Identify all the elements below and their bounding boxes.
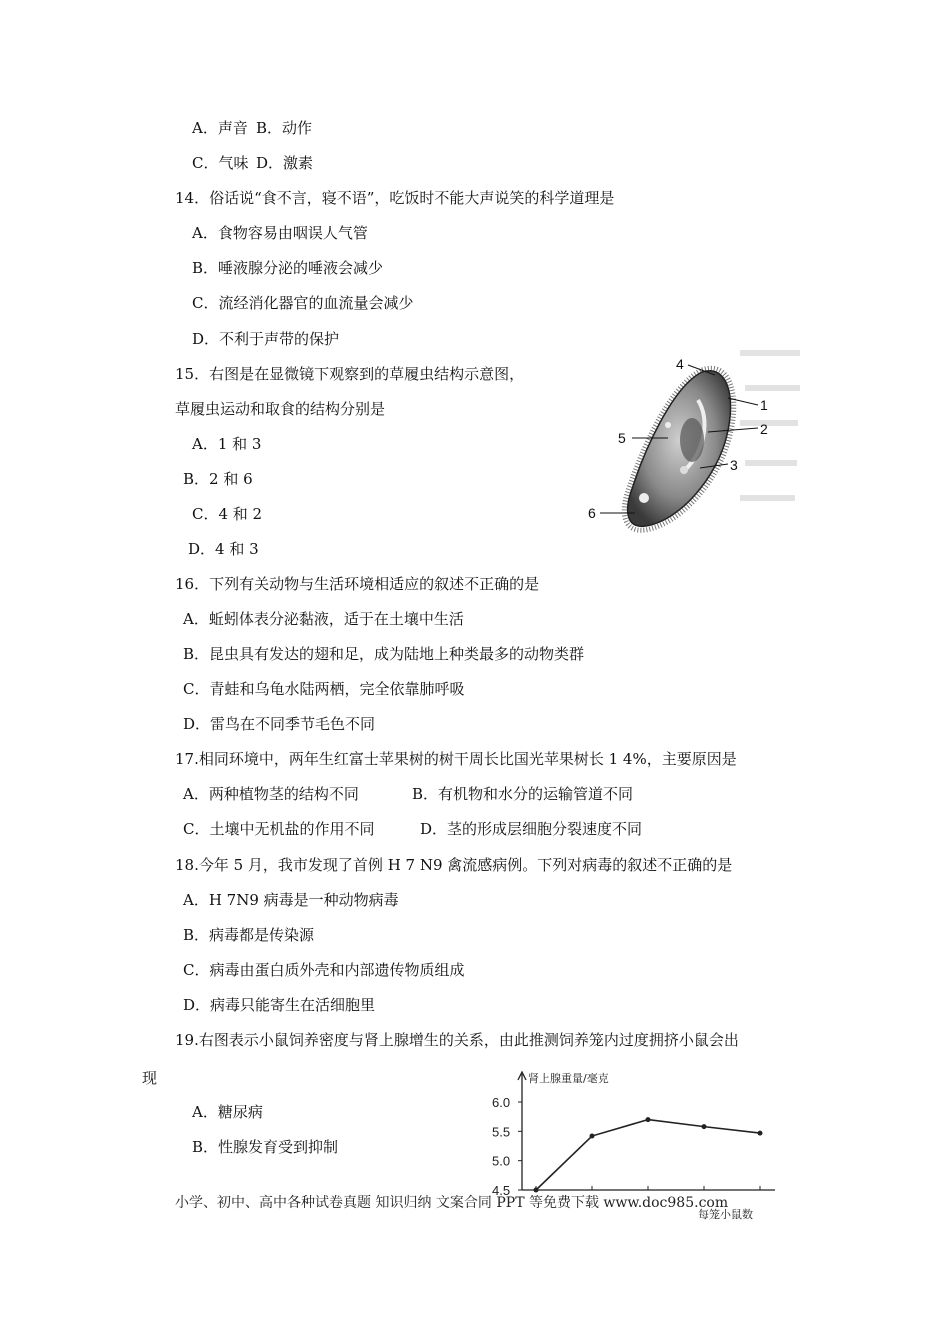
figure-label-4: 4 <box>676 356 684 372</box>
q18-stem: 18.今年 5 月，我市发现了首例 H 7 N9 禽流感病例。下列对病毒的叙述不正确的是 <box>175 856 733 874</box>
paramecium-figure <box>580 340 810 540</box>
q15-option-b: B．2 和 6 <box>183 470 253 488</box>
data-point <box>646 1117 651 1122</box>
q18-option-c: C．病毒由蛋白质外壳和内部遗传物质组成 <box>183 961 465 979</box>
q16-option-c: C．青蛙和乌龟水陆两栖，完全依靠肺呼吸 <box>183 680 465 698</box>
q14-stem: 14．俗话说“食不言，寝不语”，吃饭时不能大声说笑的科学道理是 <box>175 189 615 207</box>
q14-option-b: B．唾液腺分泌的唾液会减少 <box>192 259 384 277</box>
q15-option-a: A．1 和 3 <box>192 435 262 453</box>
contractile-vacuole <box>639 493 649 503</box>
q17-option-d: D．茎的形成层细胞分裂速度不同 <box>420 820 643 838</box>
q13-option-b: B．动作 <box>256 119 313 137</box>
data-point <box>702 1124 707 1129</box>
q13-option-d: D．激素 <box>256 154 314 172</box>
q17-option-c: C．土壤中无机盐的作用不同 <box>183 820 375 838</box>
y-tick-label: 5.5 <box>492 1124 511 1140</box>
figure-label-3: 3 <box>730 457 738 473</box>
q15-stem-line1: 15．右图是在显微镜下观察到的草履虫结构示意图， <box>175 365 525 383</box>
q18-option-d: D．病毒只能寄生在活细胞里 <box>183 996 376 1014</box>
y-tick-label: 4.5 <box>492 1183 511 1198</box>
q16-option-b: B．昆虫具有发达的翅和足，成为陆地上种类最多的动物类群 <box>183 645 585 663</box>
q19-option-b: B．性腺发育受到抑制 <box>192 1138 339 1156</box>
paramecium-body <box>628 371 731 527</box>
q17-stem: 17.相同环境中，两年生红富士苹果树的树干周长比国光苹果树长 1 4%，主要原因是 <box>175 750 737 768</box>
x-axis-label: 每笼小鼠数 <box>698 1208 753 1221</box>
q15-option-c: C．4 和 2 <box>192 505 263 523</box>
q17-option-a: A．两种植物茎的结构不同 <box>183 785 359 803</box>
q19-stem-line2: 现 <box>142 1069 158 1087</box>
data-point <box>758 1131 763 1136</box>
q18-option-b: B．病毒都是传染源 <box>183 926 315 944</box>
q13-option-a: A．声音 <box>192 119 248 137</box>
q17-option-b: B．有机物和水分的运输管道不同 <box>412 785 634 803</box>
figure-label-2: 2 <box>760 421 768 437</box>
q14-option-c: C．流经消化器官的血流量会减少 <box>192 294 414 312</box>
series-line <box>536 1120 760 1190</box>
q19-stem-line1: 19.右图表示小鼠饲养密度与肾上腺增生的关系，由此推测饲养笼内过度拥挤小鼠会出 <box>175 1031 739 1049</box>
q14-option-d: D．不利于声带的保护 <box>192 330 340 348</box>
footer-text: 小学、初中、高中各种试卷真题 知识归纳 文案合同 PPT 等免费下载 www.doc985.com <box>175 1195 729 1211</box>
q16-option-d: D．雷鸟在不同季节毛色不同 <box>183 715 376 733</box>
q13-option-c: C．气味 <box>192 154 249 172</box>
q14-option-a: A．食物容易由咽误人气管 <box>192 224 368 242</box>
figure-label-5: 5 <box>618 430 626 446</box>
figure-label-6: 6 <box>588 505 596 521</box>
q19-option-a: A．糖尿病 <box>192 1103 263 1121</box>
macronucleus <box>680 418 704 462</box>
data-point <box>534 1188 539 1193</box>
q16-option-a: A．蚯蚓体表分泌黏液，适于在土壤中生活 <box>183 610 464 628</box>
q18-option-a: A．H 7N9 病毒是一种动物病毒 <box>183 891 399 909</box>
y-tick-label: 6.0 <box>492 1095 511 1110</box>
q15-option-d: D．4 和 3 <box>188 540 259 558</box>
y-tick-label: 5.0 <box>492 1153 511 1169</box>
data-point <box>590 1134 595 1139</box>
q15-stem-line2: 草履虫运动和取食的结构分别是 <box>175 400 386 418</box>
y-axis-label: 肾上腺重量/毫克 <box>528 1072 609 1085</box>
figure-label-1: 1 <box>760 397 768 413</box>
q16-stem: 16．下列有关动物与生活环境相适应的叙述不正确的是 <box>175 575 540 593</box>
food-vacuole <box>680 466 688 474</box>
